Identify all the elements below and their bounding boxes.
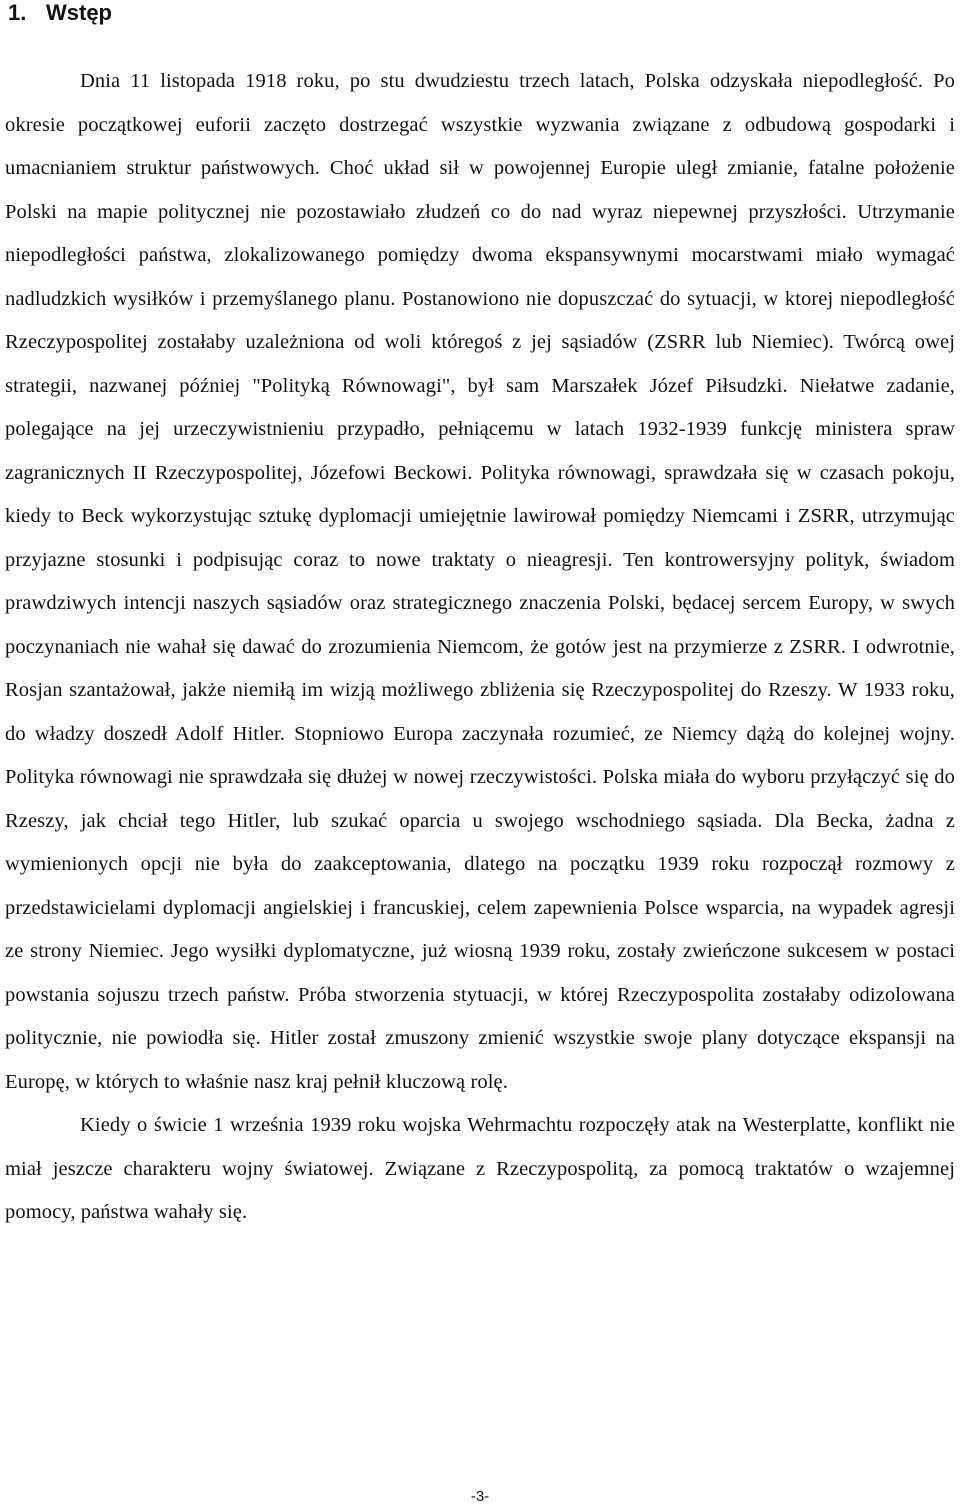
body-text: [5, 60, 955, 1235]
section-number: 1.: [8, 0, 27, 25]
paragraph-1: Dnia 11 listopada 1918 roku, po stu dwudziestu trzech latach, Polska odzyskała niepodległość. Po okresie początkowej euforii zaczęto dostrzegać wszystkie wyzwania związane z odbudową gospodarki i umacnianiem struktur państwowych. Choć układ sił w powojennej Europie uległ zmianie, fatalne położenie Polski na mapie politycznej nie pozostawiało złudzeń co do nad wyraz niepewnej przyszłości. Utrzymanie niepodległości państwa, zlokalizowanego pomiędzy dwoma ekspansywnymi mocarstwami miało wymagać nadludzkich wysiłków i przemyślanego planu. Postanowiono nie dopuszczać do sytuacji, w ktorej niepodległość Rzeczypospolitej zostałaby uzależniona od woli któregoś z jej sąsiadów (ZSRR lub Niemiec). Twórcą owej strategii, nazwanej później "Polityką Równowagi", był sam Marszałek Józef Piłsudzki. Niełatwe zadanie, polegające na jej urzeczywistnieniu przypadło, pełniącemu w latach 1932-1939 funkcję ministera spraw zagranicznych II Rzeczypospolitej, Józefowi Beckowi. Polityka równowagi, sprawdzała się w czasach pokoju, kiedy to Beck wykorzystując sztukę dyplomacji umiejętnie lawirował pomiędzy Niemcami i ZSRR, utrzymując przyjazne stosunki i podpisując coraz to nowe traktaty o nieagresji. Ten kontrowersyjny polityk, świadom prawdziwych intencji naszych sąsiadów oraz strategicznego znaczenia Polski, będacej sercem Europy, w swych poczynaniach nie wahał się dawać do zrozumienia Niemcom, że gotów jest na przymierze z ZSRR. I odwrotnie, Rosjan szantażował, jakże niemiłą im wizją możliwego zbliżenia się Rzeczypospolitej do Rzeszy. W 1933 roku, do władzy doszedł Adolf Hitler. Stopniowo Europa zaczynała rozumieć, ze Niemcy dążą do kolejnej wojny. Polityka równowagi nie sprawdzała się dłużej w nowej rzeczywistości. Polska miała do wyboru przyłączyć się do Rzeszy, jak chciał tego Hitler, lub szukać oparcia u swojego wschodniego sąsiada. Dla Becka, żadna z wymienionych opcji nie była do zaakceptowania, dlatego na początku 1939 roku rozpoczął rozmowy z przedstawicielami dyplomacji angielskiej i francuskiej, celem zapewnienia Polsce wsparcia, na wypadek agresji ze strony Niemiec. Jego wysiłki dyplomatyczne, już wiosną 1939 roku, zostały zwieńczone sukcesem w postaci powstania sojuszu trzech państw. Próba stworzenia stytuacji, w której Rzeczypospolita zostałaby odizolowana politycznie, nie powiodła się. Hitler został zmuszony zmienić wszystkie swoje plany dotyczące ekspansji na Europę, w których to właśnie nasz kraj pełnił kluczową rolę.: [5, 70, 955, 1093]
paragraph-2: Kiedy o świcie 1 września 1939 roku wojska Wehrmachtu rozpoczęły atak na Westerplatte, konflikt nie miał jeszcze charakteru wojny światowej. Związane z Rzeczypospolitą, za pomocą traktatów o wzajemnej pomocy, państwa wahały się.: [5, 1114, 955, 1223]
section-heading: [8, 0, 112, 26]
page-number: -3-: [470, 1488, 490, 1505]
section-title: Wstęp: [46, 0, 112, 25]
